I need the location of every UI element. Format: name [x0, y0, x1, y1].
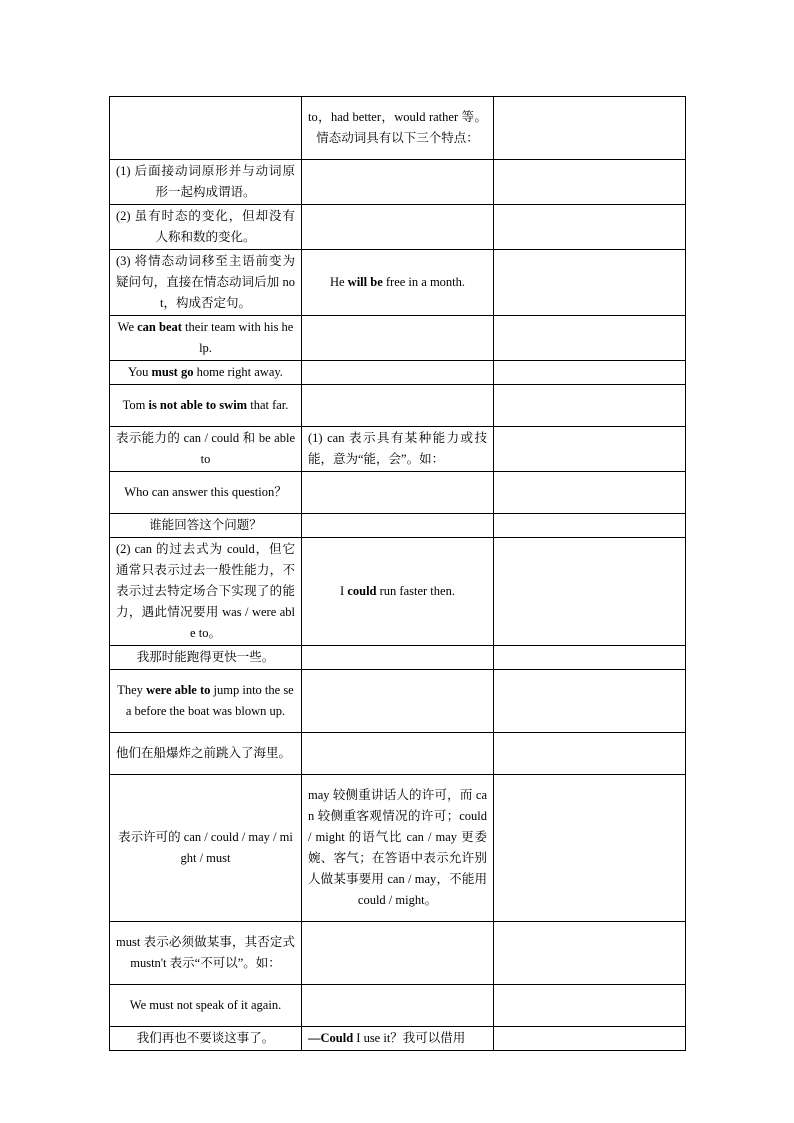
table-cell	[302, 775, 494, 922]
table-row	[110, 646, 686, 670]
table-cell	[494, 472, 686, 514]
bold-text: could	[347, 584, 377, 598]
table-cell	[110, 538, 302, 646]
table-cell	[302, 316, 494, 361]
table-cell	[494, 538, 686, 646]
table-row	[110, 385, 686, 427]
cell-text: 他们在船爆炸之前跳入了海里。	[116, 746, 292, 760]
cell-text: home right away.	[193, 365, 283, 379]
table-cell	[494, 250, 686, 316]
cell-text: 表示许可的 can / could / may / might / must	[118, 830, 293, 865]
table-cell	[302, 1027, 494, 1051]
cell-text: (1) can 表示具有某种能力或技能，意为“能，会”。如：	[308, 431, 487, 466]
cell-text: (1) 后面接动词原形并与动词原形一起构成谓语。	[116, 164, 295, 199]
table-row	[110, 775, 686, 922]
table-cell	[110, 646, 302, 670]
table-cell	[110, 670, 302, 733]
bold-text: will be	[347, 275, 383, 289]
table-cell	[494, 922, 686, 985]
bold-text: were able to	[146, 683, 211, 697]
table-row	[110, 733, 686, 775]
grammar-table-body	[110, 97, 686, 1051]
table-row	[110, 160, 686, 205]
cell-text: 我们再也不要谈这事了。	[136, 1031, 275, 1045]
table-cell	[302, 733, 494, 775]
table-row	[110, 316, 686, 361]
table-cell	[494, 670, 686, 733]
table-cell	[494, 205, 686, 250]
table-cell	[110, 775, 302, 922]
table-cell	[494, 316, 686, 361]
table-cell	[494, 514, 686, 538]
table-cell	[302, 205, 494, 250]
table-cell	[110, 427, 302, 472]
cell-text: 表示能力的 can / could 和 be able to	[116, 431, 295, 466]
table-row	[110, 922, 686, 985]
table-cell	[494, 97, 686, 160]
table-cell	[110, 922, 302, 985]
cell-text: (3) 将情态动词移至主语前变为疑问句，直接在情态动词后加 not，构成否定句。	[116, 254, 295, 310]
table-row	[110, 985, 686, 1027]
table-row	[110, 538, 686, 646]
cell-text: to，had better，would rather 等。情态动词具有以下三个特点：	[308, 110, 487, 145]
table-cell	[110, 205, 302, 250]
table-cell	[302, 670, 494, 733]
cell-text: (2) 虽有时态的变化，但却没有人称和数的变化。	[116, 209, 295, 244]
cell-text: free in a month.	[382, 275, 466, 289]
table-cell	[494, 160, 686, 205]
bold-text: is not able to swim	[148, 398, 248, 412]
table-cell	[494, 427, 686, 472]
table-row	[110, 1027, 686, 1051]
cell-text: We	[117, 320, 138, 334]
table-cell	[110, 985, 302, 1027]
table-cell	[302, 538, 494, 646]
table-cell	[110, 316, 302, 361]
bold-text: —Could	[308, 1031, 354, 1045]
table-row	[110, 97, 686, 160]
grammar-table	[109, 96, 686, 1051]
cell-text: 谁能回答这个问题？	[149, 518, 262, 532]
cell-text: must 表示必须做某事，其否定式 mustn't 表示“不可以”。如：	[116, 935, 295, 970]
cell-text: Tom	[122, 398, 149, 412]
cell-text: I use it？我可以借用	[353, 1031, 466, 1045]
table-row	[110, 250, 686, 316]
table-cell	[110, 361, 302, 385]
table-cell	[302, 250, 494, 316]
bold-text: must go	[151, 365, 194, 379]
table-cell	[110, 733, 302, 775]
bold-text: can beat	[137, 320, 182, 334]
table-cell	[494, 646, 686, 670]
cell-text: 我那时能跑得更快一些。	[136, 650, 275, 664]
table-row	[110, 514, 686, 538]
cell-text: run faster then.	[376, 584, 455, 598]
table-cell	[494, 985, 686, 1027]
table-cell	[302, 427, 494, 472]
table-row	[110, 472, 686, 514]
cell-text: I	[340, 584, 348, 598]
table-row	[110, 361, 686, 385]
table-cell	[494, 385, 686, 427]
cell-text: their team with his help.	[181, 320, 294, 355]
cell-text: He	[329, 275, 348, 289]
table-cell	[110, 1027, 302, 1051]
table-cell	[302, 160, 494, 205]
table-cell	[494, 361, 686, 385]
table-cell	[302, 646, 494, 670]
table-cell	[494, 1027, 686, 1051]
cell-text: Who can answer this question？	[124, 485, 287, 499]
table-row	[110, 427, 686, 472]
table-cell	[302, 922, 494, 985]
table-cell	[302, 361, 494, 385]
table-cell	[302, 97, 494, 160]
table-row	[110, 670, 686, 733]
cell-text: that far.	[247, 398, 289, 412]
cell-text: jump into the sea before the boat was blown up.	[125, 683, 294, 718]
table-cell	[302, 472, 494, 514]
cell-text: You	[128, 365, 152, 379]
cell-text: (2) can 的过去式为 could，但它通常只表示过去一般性能力，不表示过去特定场合下实现了的能力，遇此情况要用 was / were able to。	[116, 542, 295, 640]
table-cell	[110, 250, 302, 316]
table-cell	[494, 775, 686, 922]
table-cell	[110, 160, 302, 205]
table-cell	[302, 985, 494, 1027]
table-cell	[302, 385, 494, 427]
table-cell	[110, 514, 302, 538]
table-cell	[110, 385, 302, 427]
table-cell	[494, 733, 686, 775]
table-cell	[110, 97, 302, 160]
table-cell	[110, 472, 302, 514]
cell-text: may 较侧重讲话人的许可，而 can 较侧重客观情况的许可；could / might 的语气比 can / may 更委婉、客气；在答语中表示允许别人做某事要用 can / may，不能用 could / might。	[308, 788, 487, 907]
cell-text: They	[117, 683, 147, 697]
cell-text: We must not speak of it again.	[129, 998, 282, 1012]
table-cell	[302, 514, 494, 538]
table-row	[110, 205, 686, 250]
